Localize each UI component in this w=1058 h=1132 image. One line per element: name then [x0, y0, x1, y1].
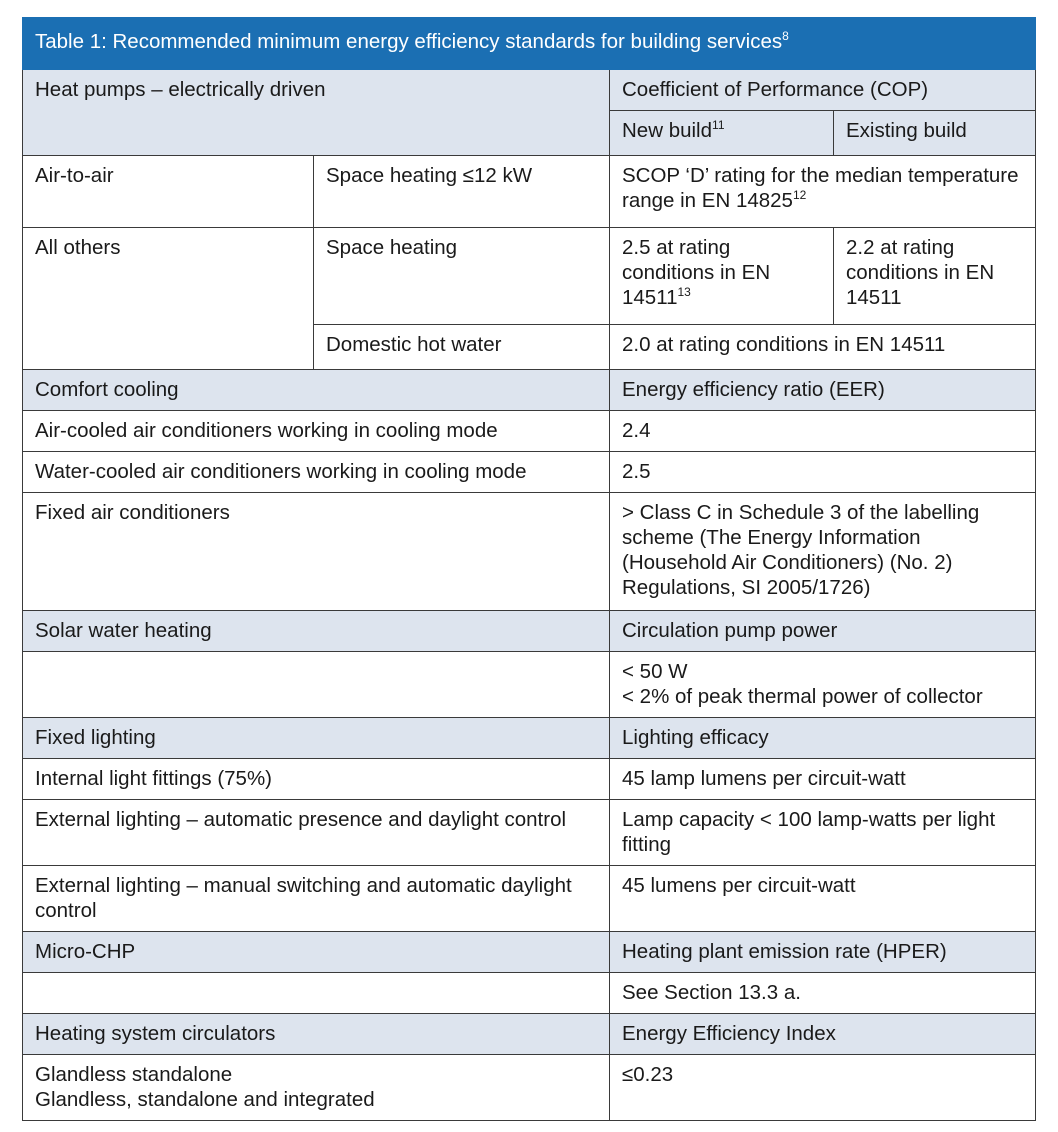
lighting-row-label: External lighting – manual switching and automatic daylight control: [23, 866, 610, 932]
cooling-row-value: 2.4: [610, 411, 1036, 452]
eei-header: Energy Efficiency Index: [610, 1014, 1036, 1055]
circulators-header: Heating system circulators: [23, 1014, 610, 1055]
dhw-label: Domestic hot water: [314, 325, 610, 370]
cop-header: Coefficient of Performance (COP): [610, 70, 1036, 111]
lighting-row-value: 45 lamp lumens per circuit-watt: [610, 759, 1036, 800]
table-title: Table 1: Recommended minimum energy efficiency standards for building services$^8$: [23, 18, 1036, 70]
all-others-label: All others: [23, 228, 314, 370]
solar-label: [23, 652, 610, 718]
heat-pumps-header: Heat pumps – electrically driven: [23, 70, 610, 156]
solar-header: Solar water heating: [23, 611, 610, 652]
air-to-air-label: Air-to-air: [23, 156, 314, 228]
new-build-header: New build$^{11}$: [610, 111, 834, 156]
hper-header: Heating plant emission rate (HPER): [610, 932, 1036, 973]
space-heating-new-value: 2.5 at rating conditions in EN 14511$^{13}$: [610, 228, 834, 325]
lighting-row-value: Lamp capacity < 100 lamp-watts per light fitting: [610, 800, 1036, 866]
circulators-label: [23, 1055, 610, 1121]
cooling-row-label: Water-cooled air conditioners working in cooling mode: [23, 452, 610, 493]
circulators-value: ≤0.23: [610, 1055, 1036, 1121]
micro-chp-header: Micro-CHP: [23, 932, 610, 973]
air-to-air-value: SCOP ‘D’ rating for the median temperature range in EN 14825$^{12}$: [610, 156, 1036, 228]
comfort-cooling-header: Comfort cooling: [23, 370, 610, 411]
solar-value-line: < 50 W: [622, 660, 688, 683]
space-heating-label: Space heating: [314, 228, 610, 325]
eer-header: Energy efficiency ratio (EER): [610, 370, 1036, 411]
micro-chp-label: [23, 973, 610, 1014]
air-to-air-footnote: 12: [792, 188, 807, 203]
dhw-value: 2.0 at rating conditions in EN 14511: [610, 325, 1036, 370]
solar-value-line: < 2% of peak thermal power of collector: [622, 685, 983, 708]
pump-power-header: Circulation pump power: [610, 611, 1036, 652]
circulators-label-line: Glandless standalone: [35, 1063, 233, 1086]
cooling-row-value: > Class C in Schedule 3 of the labelling scheme (The Energy Information (Household Air Conditioners) (No. 2) Regulations, SI 2005/1726): [610, 493, 1036, 611]
new-build-footnote: 11: [712, 118, 725, 133]
micro-chp-value: See Section 13.3 a.: [610, 973, 1036, 1014]
circulators-label-line: Glandless, standalone and integrated: [35, 1088, 375, 1111]
cooling-row-label: Fixed air conditioners: [23, 493, 610, 611]
lighting-row-label: External lighting – automatic presence and daylight control: [23, 800, 610, 866]
existing-build-header: Existing build: [834, 111, 1036, 156]
title-footnote: 8: [782, 29, 789, 44]
cooling-row-label: Air-cooled air conditioners working in cooling mode: [23, 411, 610, 452]
lighting-row-value: 45 lumens per circuit-watt: [610, 866, 1036, 932]
solar-value: [610, 652, 1036, 718]
air-to-air-sub: Space heating ≤12 kW: [314, 156, 610, 228]
lighting-row-label: Internal light fittings (75%): [23, 759, 610, 800]
lighting-header: Fixed lighting: [23, 718, 610, 759]
space-heating-existing-value: 2.2 at rating conditions in EN 14511: [834, 228, 1036, 325]
standards-table: [22, 17, 1036, 1121]
efficacy-header: Lighting efficacy: [610, 718, 1036, 759]
cooling-row-value: 2.5: [610, 452, 1036, 493]
space-heating-footnote: 13: [677, 285, 691, 300]
